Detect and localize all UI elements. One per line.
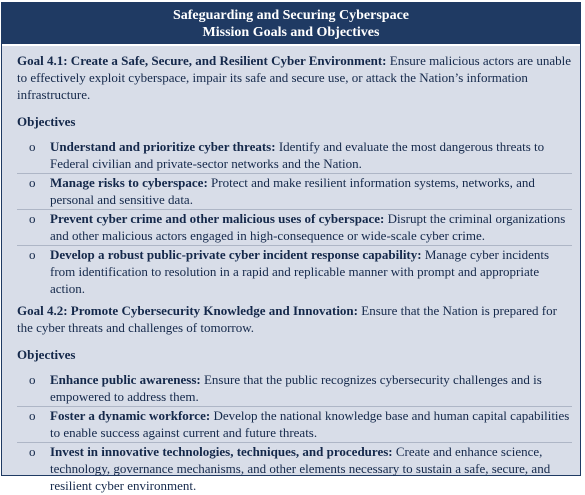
bullet-icon: o — [29, 175, 36, 190]
objectives-heading: Objectives — [17, 114, 76, 129]
header-title: Safeguarding and Securing Cyberspace — [172, 8, 410, 23]
bullet-icon: o — [29, 372, 36, 387]
objective-text: Create and enhance science, technology, governance mechanisms, and other elements necessary to sustain a safe, secure, and resilient cyber environment. — [50, 444, 551, 493]
box-header — [2, 3, 580, 46]
objective-title: Prevent cyber crime and other malicious uses of cyberspace: — [50, 211, 385, 226]
objective-title: Develop a robust public-private cyber incident response capability: — [50, 247, 422, 262]
objective-text: Develop the national knowledge base and human capital capabilities to enable success against current and future threats. — [50, 408, 570, 440]
goal-4-2 — [17, 302, 572, 336]
objective-item — [17, 246, 572, 298]
objective-text: Ensure that the public recognizes cybersecurity challenges and is empowered to address them. — [50, 372, 542, 404]
objective-title: Enhance public awareness: — [50, 372, 201, 387]
objectives-list — [17, 138, 572, 298]
box-body — [2, 46, 580, 495]
objective-title: Understand and prioritize cyber threats: — [50, 139, 276, 154]
objective-item — [17, 210, 572, 246]
objective-text: Manage cyber incidents from identification to resolution in a rapid and replicable manner with prompt and appropriate action. — [50, 247, 550, 296]
objective-text: Protect and make resilient information systems, networks, and personal and sensitive data. — [50, 175, 535, 207]
goal-text: Ensure that the Nation is prepared for the cyber threats and challenges of tomorrow. — [17, 303, 557, 335]
goal-text: Ensure malicious actors are unable to effectively exploit cyberspace, impair its safe and secure use, or attack the Nation’s information infrastructure. — [17, 53, 571, 102]
bullet-icon: o — [29, 247, 36, 262]
objective-title: Foster a dynamic workforce: — [50, 408, 211, 423]
objective-item — [17, 443, 572, 495]
objective-item — [17, 138, 572, 174]
mission-goals-box — [1, 2, 581, 493]
objectives-heading: Objectives — [17, 347, 76, 362]
objective-item — [17, 174, 572, 210]
goal-title: Goal 4.1: Create a Safe, Secure, and Resilient Cyber Environment: — [17, 53, 387, 68]
objective-text: Identify and evaluate the most dangerous threats to Federal civilian and private-sector networks and the Nation. — [50, 139, 545, 171]
bullet-icon: o — [29, 444, 36, 459]
objective-item — [17, 371, 572, 407]
objective-item — [17, 407, 572, 443]
goal-4-1 — [17, 52, 572, 103]
objective-text: Disrupt the criminal organizations and other malicious actors engaged in high-consequence or wide-scale cyber crime. — [50, 211, 566, 243]
goal-title: Goal 4.2: Promote Cybersecurity Knowledge and Innovation: — [17, 303, 358, 318]
objective-title: Manage risks to cyberspace: — [50, 175, 208, 190]
objectives-list — [17, 371, 572, 495]
objective-title: Invest in innovative technologies, techniques, and procedures: — [50, 444, 393, 459]
bullet-icon: o — [29, 139, 36, 154]
bullet-icon: o — [29, 211, 36, 226]
bullet-icon: o — [29, 408, 36, 423]
header-subtitle: Mission Goals and Objectives — [202, 25, 380, 40]
